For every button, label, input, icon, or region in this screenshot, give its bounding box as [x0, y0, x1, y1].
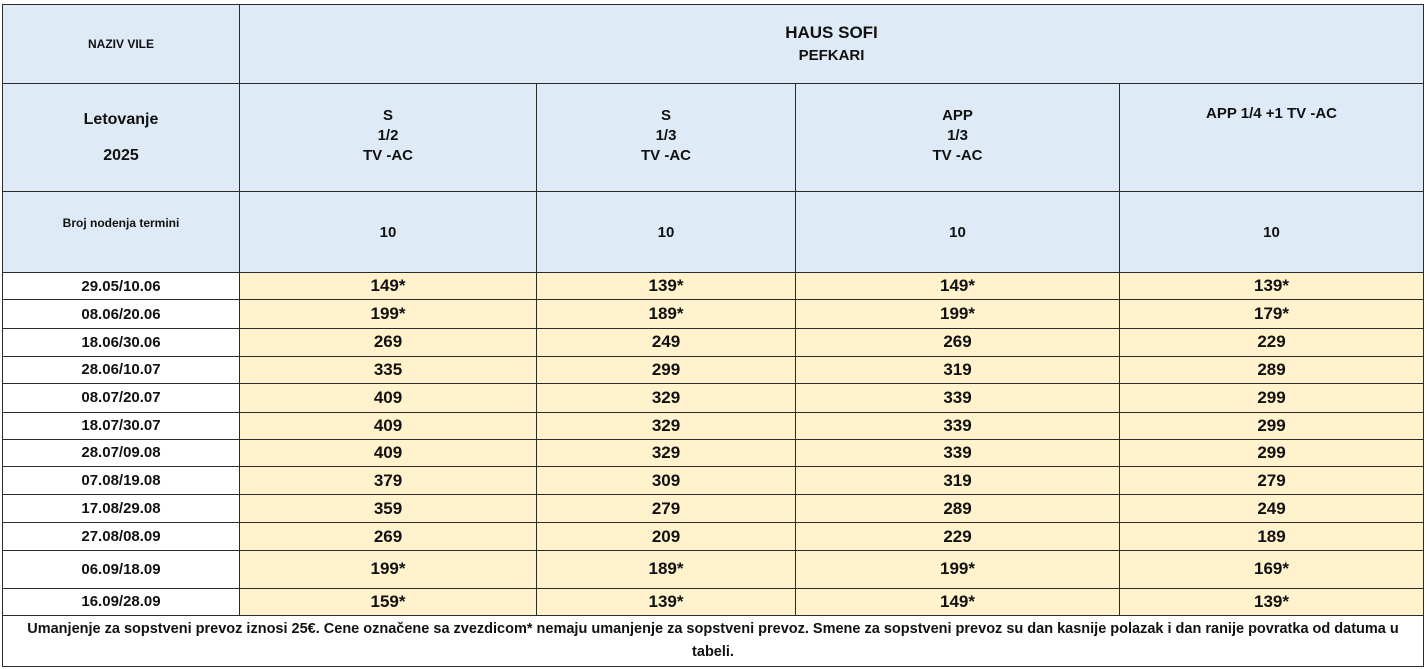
room-type-row — [3, 84, 1424, 191]
price-cell: 299 — [537, 356, 796, 383]
table-row — [3, 412, 1424, 439]
room-type-2-line: TV -AC — [641, 147, 691, 165]
price-cell: 409 — [240, 383, 537, 412]
season-year: 2025 — [103, 146, 139, 164]
price-cell: 169* — [1120, 551, 1424, 588]
price-cell: 229 — [796, 523, 1120, 551]
date-range-cell: 08.07/20.07 — [3, 383, 240, 412]
price-cell: 149* — [240, 273, 537, 300]
price-cell: 269 — [240, 329, 537, 356]
price-cell: 329 — [537, 412, 796, 439]
nights-value: 10 — [537, 191, 796, 272]
price-cell: 189* — [537, 300, 796, 329]
nights-label: Broj nodenja termini — [3, 191, 240, 272]
table-row — [3, 523, 1424, 551]
price-cell: 329 — [537, 383, 796, 412]
villa-name-cell — [240, 5, 1424, 84]
table-row — [3, 588, 1424, 615]
price-cell: 139* — [1120, 588, 1424, 615]
footer-note: Umanjenje za sopstveni prevoz iznosi 25€. Cene označene sa zvezdicom* nemaju umanjenje za sopstveni prevoz. Smene za sopstveni prevoz su dan kasnije polazak i dan ranije povratka od datuma u tabeli. — [3, 615, 1424, 666]
price-cell: 319 — [796, 467, 1120, 495]
date-range-cell: 29.05/10.06 — [3, 273, 240, 300]
date-range-cell: 16.09/28.09 — [3, 588, 240, 615]
season-cell — [3, 84, 240, 191]
price-cell: 379 — [240, 467, 537, 495]
price-cell: 149* — [796, 273, 1120, 300]
date-range-cell: 17.08/29.08 — [3, 495, 240, 523]
villa-place: PEFKARI — [798, 47, 865, 65]
room-type-3 — [796, 84, 1120, 191]
nights-value: 10 — [1120, 191, 1424, 272]
date-range-cell: 06.09/18.09 — [3, 551, 240, 588]
date-range-cell: 08.06/20.06 — [3, 300, 240, 329]
price-cell: 289 — [796, 495, 1120, 523]
room-type-1-line: TV -AC — [363, 147, 413, 165]
price-cell: 179* — [1120, 300, 1424, 329]
table-row — [3, 383, 1424, 412]
price-cell: 359 — [240, 495, 537, 523]
table-row — [3, 329, 1424, 356]
price-cell: 139* — [537, 273, 796, 300]
price-cell: 299 — [1120, 439, 1424, 466]
room-type-4-line: APP 1/4 +1 TV -AC — [1205, 105, 1338, 123]
price-cell: 199* — [240, 551, 537, 588]
price-cell: 269 — [240, 523, 537, 551]
room-type-3-line: TV -AC — [932, 147, 983, 165]
room-type-1-line: S — [382, 107, 393, 125]
price-cell: 249 — [1120, 495, 1424, 523]
footer-row — [3, 615, 1424, 666]
price-cell: 329 — [537, 439, 796, 466]
price-cell: 339 — [796, 383, 1120, 412]
table-row — [3, 467, 1424, 495]
price-cell: 335 — [240, 356, 537, 383]
table-row — [3, 439, 1424, 466]
room-type-4 — [1120, 84, 1424, 191]
table-row — [3, 356, 1424, 383]
room-type-1-line: 1/2 — [377, 127, 399, 145]
room-type-3-line: 1/3 — [947, 127, 968, 145]
price-cell: 269 — [796, 329, 1120, 356]
price-cell: 289 — [1120, 356, 1424, 383]
price-cell: 189* — [537, 551, 796, 588]
date-range-cell: 28.06/10.07 — [3, 356, 240, 383]
price-cell: 139* — [537, 588, 796, 615]
price-table-body — [3, 5, 1424, 667]
price-cell: 339 — [796, 412, 1120, 439]
price-cell: 199* — [796, 551, 1120, 588]
nights-row — [3, 191, 1424, 272]
price-cell: 279 — [537, 495, 796, 523]
price-cell: 199* — [240, 300, 537, 329]
price-cell: 319 — [796, 356, 1120, 383]
date-range-cell: 28.07/09.08 — [3, 439, 240, 466]
price-cell: 189 — [1120, 523, 1424, 551]
date-range-cell: 18.07/30.07 — [3, 412, 240, 439]
date-range-cell: 07.08/19.08 — [3, 467, 240, 495]
table-row — [3, 300, 1424, 329]
price-cell: 299 — [1120, 412, 1424, 439]
table-row — [3, 273, 1424, 300]
price-cell: 409 — [240, 439, 537, 466]
room-type-2-line: S — [660, 107, 671, 125]
nights-value: 10 — [796, 191, 1120, 272]
nights-value: 10 — [240, 191, 537, 272]
room-type-3-line: APP — [942, 107, 973, 125]
table-row — [3, 551, 1424, 588]
room-type-2 — [537, 84, 796, 191]
price-cell: 159* — [240, 588, 537, 615]
price-cell: 409 — [240, 412, 537, 439]
price-cell: 309 — [537, 467, 796, 495]
price-cell: 279 — [1120, 467, 1424, 495]
villa-label: NAZIV VILE — [3, 5, 240, 84]
price-cell: 209 — [537, 523, 796, 551]
price-cell: 229 — [1120, 329, 1424, 356]
villa-name: HAUS SOFI — [785, 23, 878, 43]
date-range-cell: 18.06/30.06 — [3, 329, 240, 356]
table-row — [3, 495, 1424, 523]
price-cell: 299 — [1120, 383, 1424, 412]
room-type-2-line: 1/3 — [655, 127, 677, 145]
price-cell: 339 — [796, 439, 1120, 466]
date-range-cell: 27.08/08.09 — [3, 523, 240, 551]
season-label: Letovanje — [83, 110, 159, 128]
villa-header-row — [3, 5, 1424, 84]
price-table — [2, 4, 1424, 667]
price-cell: 139* — [1120, 273, 1424, 300]
room-type-1 — [240, 84, 537, 191]
price-cell: 149* — [796, 588, 1120, 615]
price-cell: 249 — [537, 329, 796, 356]
price-cell: 199* — [796, 300, 1120, 329]
